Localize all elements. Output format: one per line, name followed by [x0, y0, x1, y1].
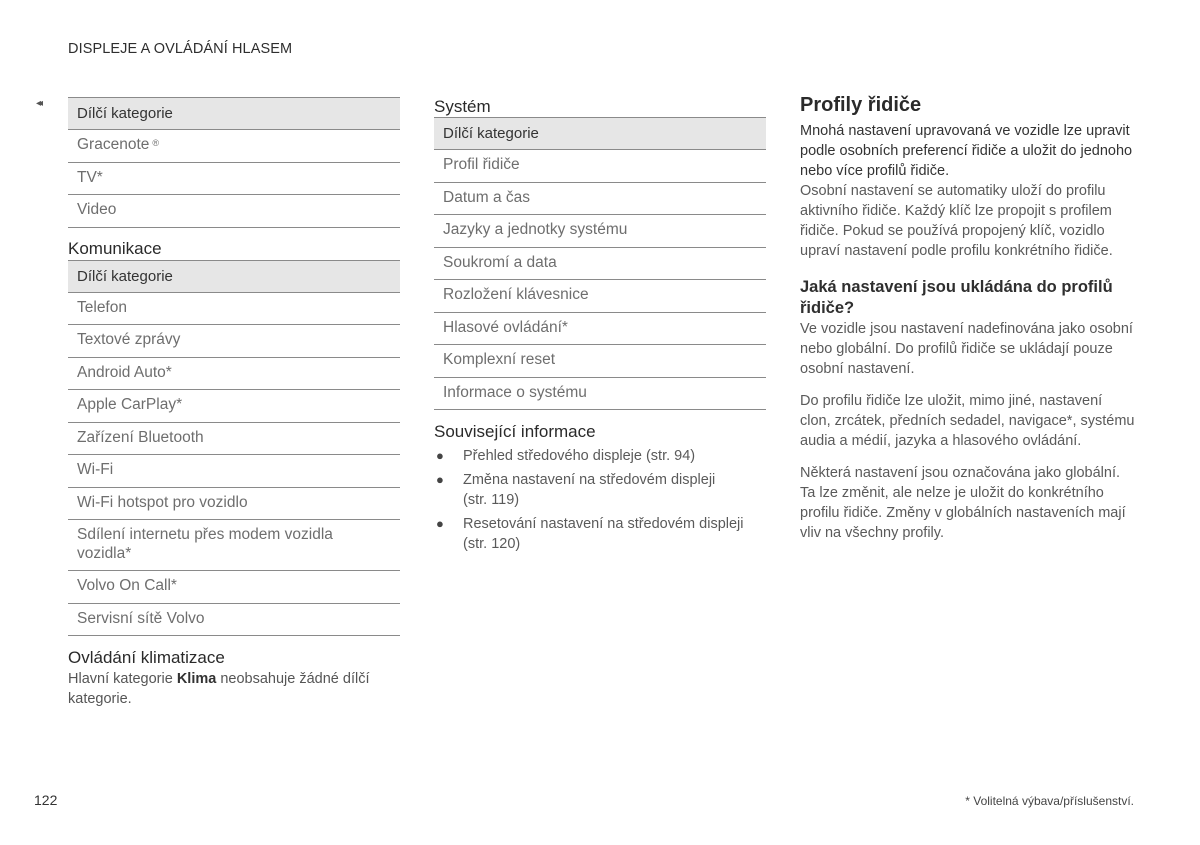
- related-info-title: Související informace: [434, 422, 596, 441]
- article-paragraph: Ve vozidle jsou nastavení nadefinována jako osobní nebo globální. Do profilů řidiče se ukládají pouze osobní nastavení.: [800, 321, 1133, 377]
- table-row: Servisní sítě Volvo: [68, 604, 400, 637]
- table-row: Telefon: [68, 293, 400, 326]
- section-title-komunikace: Komunikace: [68, 238, 162, 258]
- table-row: Android Auto*: [68, 358, 400, 391]
- table-row: Zařízení Bluetooth: [68, 423, 400, 456]
- column-left: [68, 97, 400, 709]
- registered-mark: ®: [152, 138, 160, 148]
- table-row: Soukromí a data: [434, 248, 766, 281]
- table-row: Jazyky a jednotky systému: [434, 215, 766, 248]
- system-subcategory-table: [434, 117, 766, 410]
- article-paragraph: Do profilu řidiče lze uložit, mimo jiné, nastavení clon, zrcátek, předních sedadel, navigace*, systému audia a médií, jazyka a hlasového ovládání.: [800, 393, 1135, 449]
- table-header: Dílčí kategorie: [68, 261, 400, 293]
- table-row: Profil řidiče: [434, 150, 766, 183]
- table-row: Volvo On Call*: [68, 571, 400, 604]
- article-subtitle: Jaká nastavení jsou ukládána do profilů řidiče?: [800, 278, 1113, 317]
- column-middle: [434, 97, 766, 554]
- related-link-label: Změna nastavení na středovém displeji (str. 119): [463, 472, 716, 508]
- media-subcategory-table: [68, 97, 400, 228]
- page-header: DISPLEJE A OVLÁDÁNÍ HLASEM: [68, 41, 293, 57]
- related-link[interactable]: [434, 446, 766, 466]
- table-row: [68, 130, 400, 163]
- related-link[interactable]: [434, 514, 766, 554]
- article-paragraph: Osobní nastavení se automatiky uloží do profilu aktivního řidiče. Každý klíč lze propojit s profilem řidiče. Pokud se používá propojený klíč, vozidlo upraví nastavení podle profilu konkrétního řidiče.: [800, 183, 1113, 259]
- article-paragraph: Některá nastavení jsou označována jako globální. Ta lze změnit, ale nelze je uložit do konkrétního profilu řidiče. Změny v globálních nastaveních mají vliv na všechny profily.: [800, 465, 1126, 541]
- table-row: Wi-Fi: [68, 455, 400, 488]
- table-row: Apple CarPlay*: [68, 390, 400, 423]
- footnote: * Volitelná výbava/příslušenství.: [965, 794, 1134, 808]
- klima-text-start: Hlavní kategorie: [68, 671, 177, 687]
- table-header: Dílčí kategorie: [68, 98, 400, 130]
- related-link-label: Resetování nastavení na středovém displeji (str. 120): [463, 516, 744, 552]
- table-row: TV*: [68, 163, 400, 196]
- table-row-label: Gracenote: [77, 136, 150, 153]
- table-header: Dílčí kategorie: [434, 118, 766, 150]
- table-row: Sdílení internetu přes modem vozidla vozidla*: [68, 520, 400, 571]
- table-row: Wi-Fi hotspot pro vozidlo: [68, 488, 400, 521]
- table-row: Komplexní reset: [434, 345, 766, 378]
- page-number: 122: [34, 792, 58, 808]
- table-row: Datum a čas: [434, 183, 766, 216]
- table-row: Video: [68, 195, 400, 228]
- klima-keyword: Klima: [176, 671, 217, 687]
- related-link-label: Přehled středového displeje (str. 94): [463, 448, 696, 464]
- continued-marker-icon: ◂◂: [36, 98, 41, 109]
- article-intro: Mnohá nastavení upravovaná ve vozidle lze upravit podle osobních preferencí řidiče a uložit do jednoho nebo více profilů řidiče.: [800, 123, 1133, 179]
- article-title: Profily řidiče: [800, 94, 922, 116]
- klima-description: [68, 669, 400, 709]
- table-row: Informace o systému: [434, 378, 766, 411]
- communication-subcategory-table: [68, 260, 400, 637]
- related-info-list: [434, 446, 766, 554]
- bullet-icon: ●: [436, 448, 444, 463]
- bullet-icon: ●: [436, 516, 444, 531]
- klima-text-end: neobsahuje žádné dílčí kategorie.: [68, 671, 370, 707]
- related-link[interactable]: [434, 470, 766, 510]
- table-row: Rozložení klávesnice: [434, 280, 766, 313]
- bullet-icon: ●: [436, 472, 444, 487]
- table-row: Textové zprávy: [68, 325, 400, 358]
- column-right: [800, 93, 1135, 543]
- section-title-klima: Ovládání klimatizace: [68, 648, 225, 667]
- section-title-system: Systém: [434, 97, 491, 116]
- table-row: Hlasové ovládání*: [434, 313, 766, 346]
